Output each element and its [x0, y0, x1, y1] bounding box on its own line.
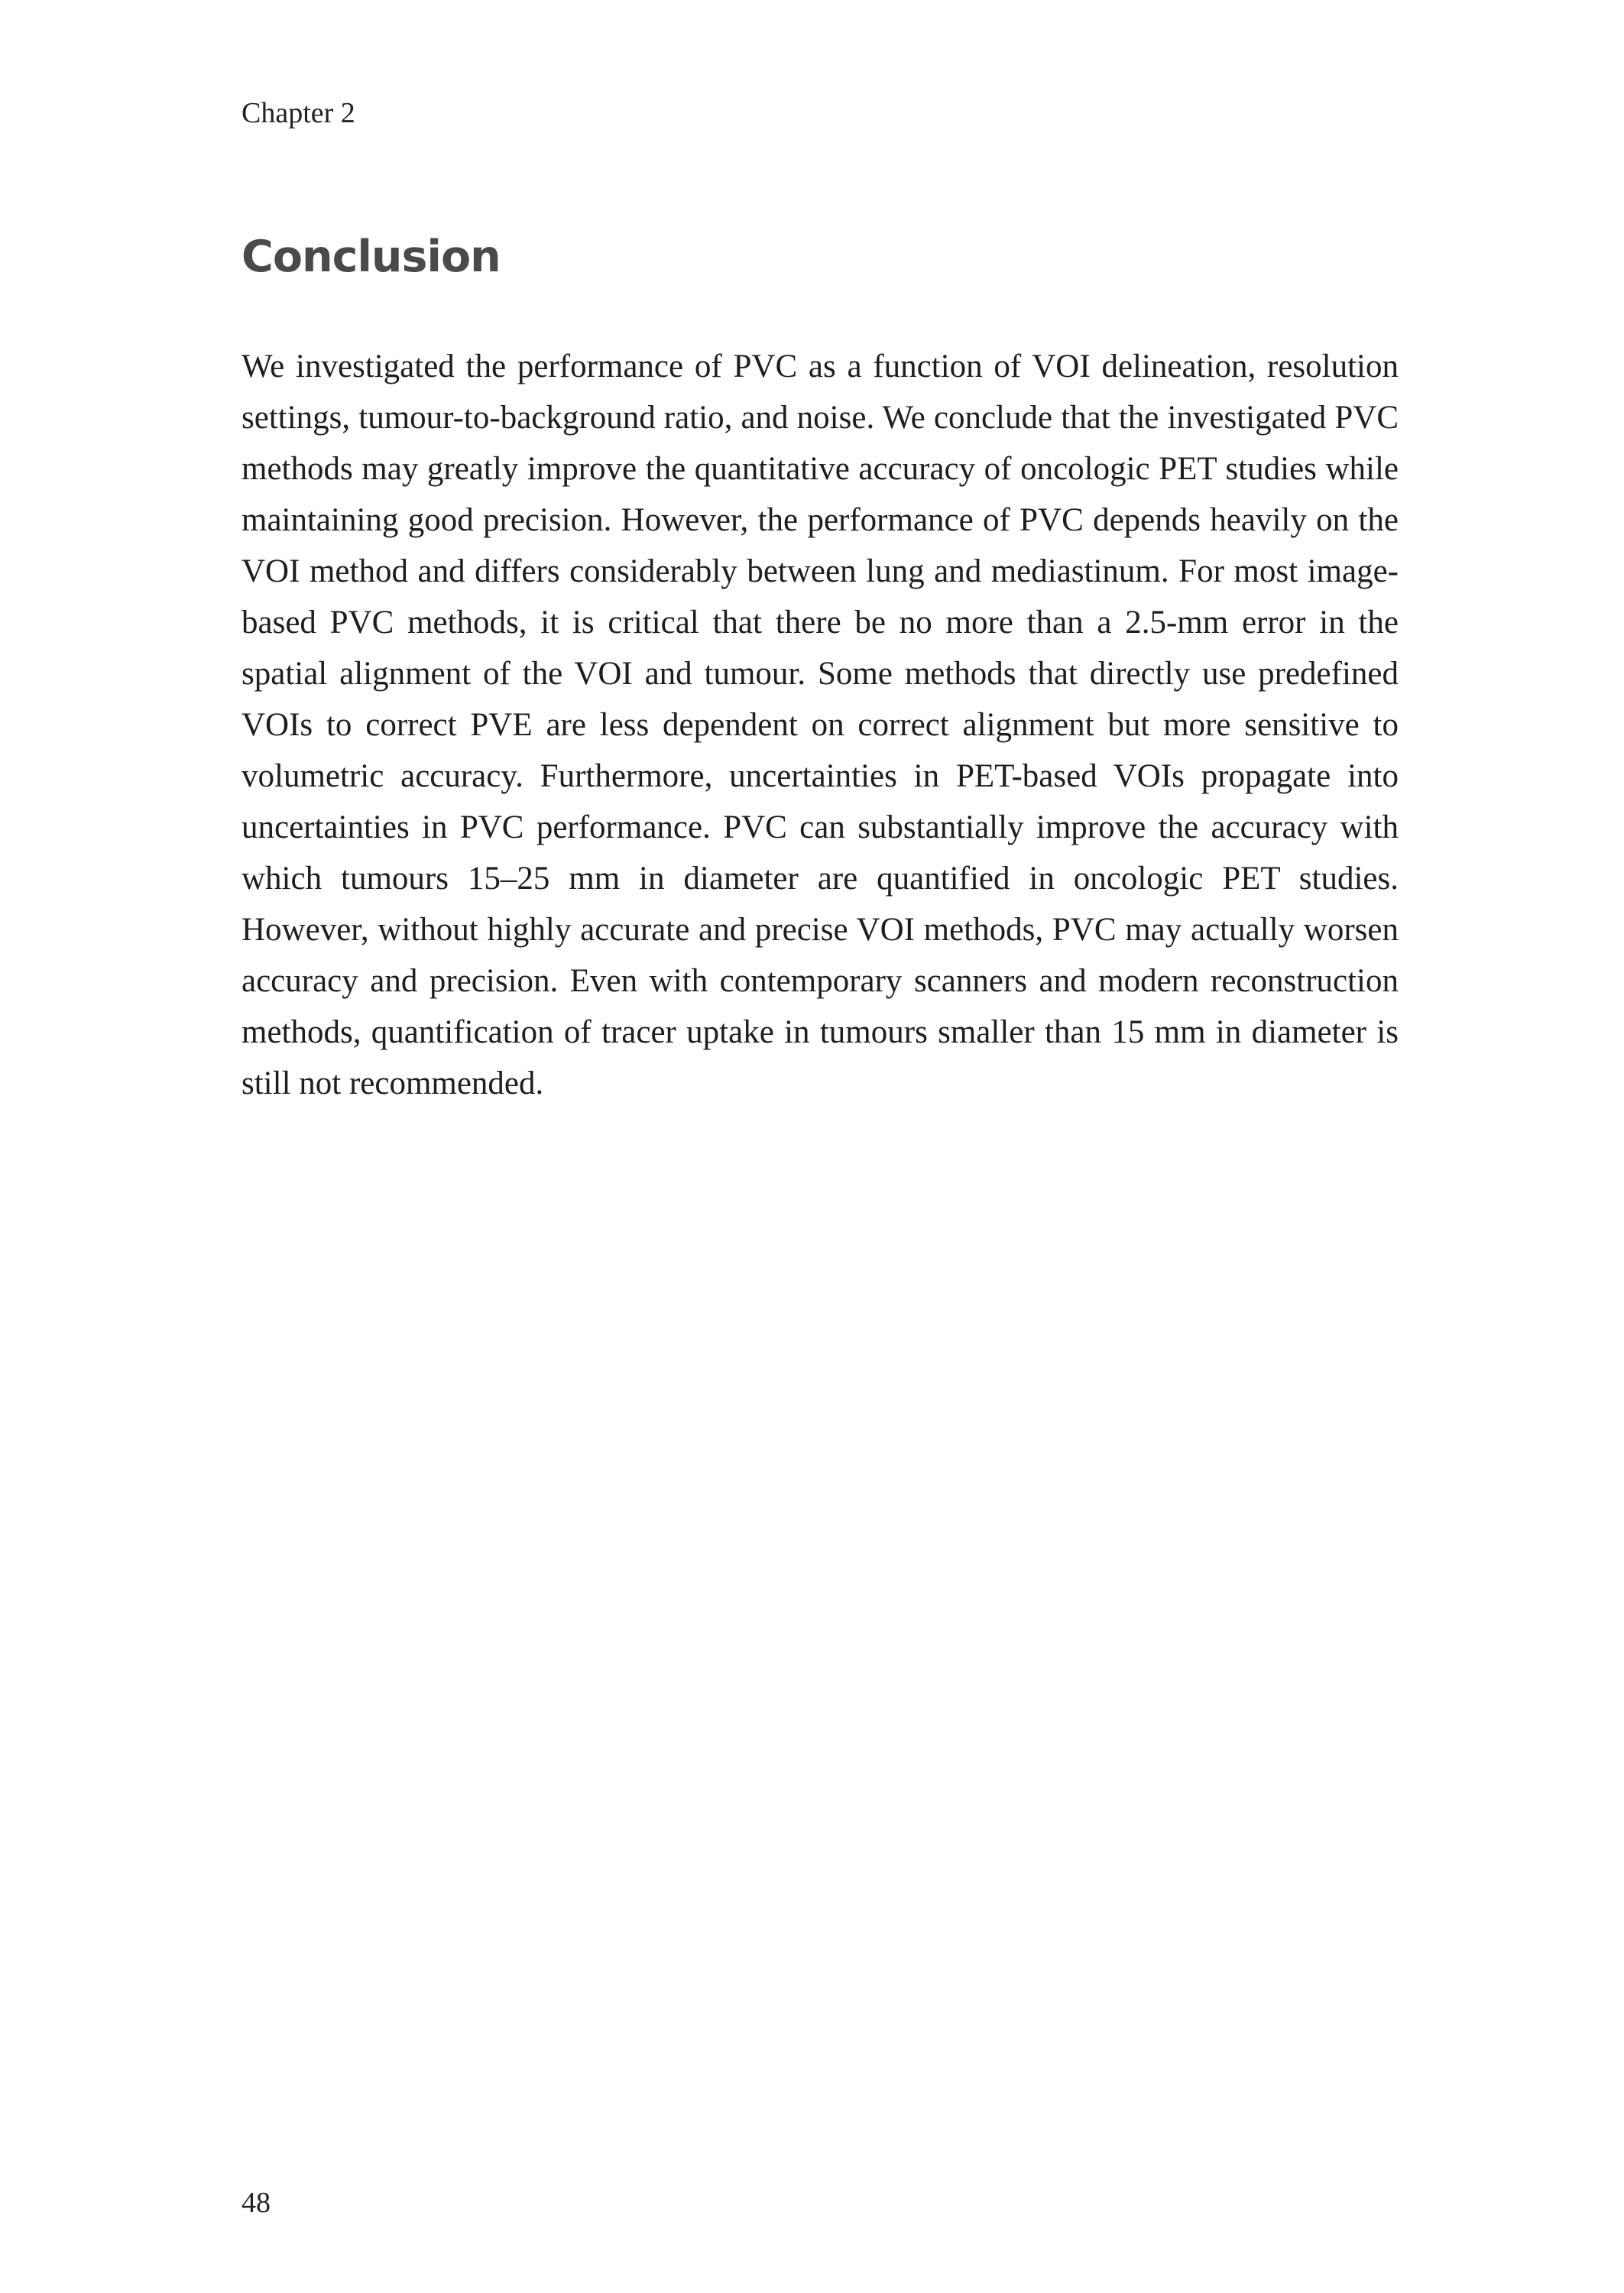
- running-header: Chapter 2: [241, 97, 355, 129]
- conclusion-paragraph: We investigated the performance of PVC as a function of VOI delineation, resolution settings, tumour-to-background ratio, and noise. We conclude that the investigated PVC methods may greatly improve the quantitative accuracy of oncologic PET studies while maintaining good precision. However, the performance of PVC depends heavily on the VOI method and differs considerably between lung and mediastinum. For most image-based PVC methods, it is critical that there be no more than a 2.5-mm error in the spatial alignment of the VOI and tumour. Some methods that directly use predefined VOIs to correct PVE are less dependent on correct alignment but more sensitive to volumetric accuracy. Furthermore, uncertainties in PET-based VOIs propagate into uncertainties in PVC performance. PVC can substantially improve the accuracy with which tumours 15–25 mm in diameter are quantified in oncologic PET studies. However, without highly accurate and precise VOI methods, PVC may actually worsen accuracy and precision. Even with contemporary scanners and modern reconstruction methods, quantification of tracer uptake in tumours smaller than 15 mm in diameter is still not recommended.: [241, 349, 1399, 1101]
- section-title: Conclusion: [241, 232, 501, 282]
- page-number: 48: [241, 2187, 271, 2219]
